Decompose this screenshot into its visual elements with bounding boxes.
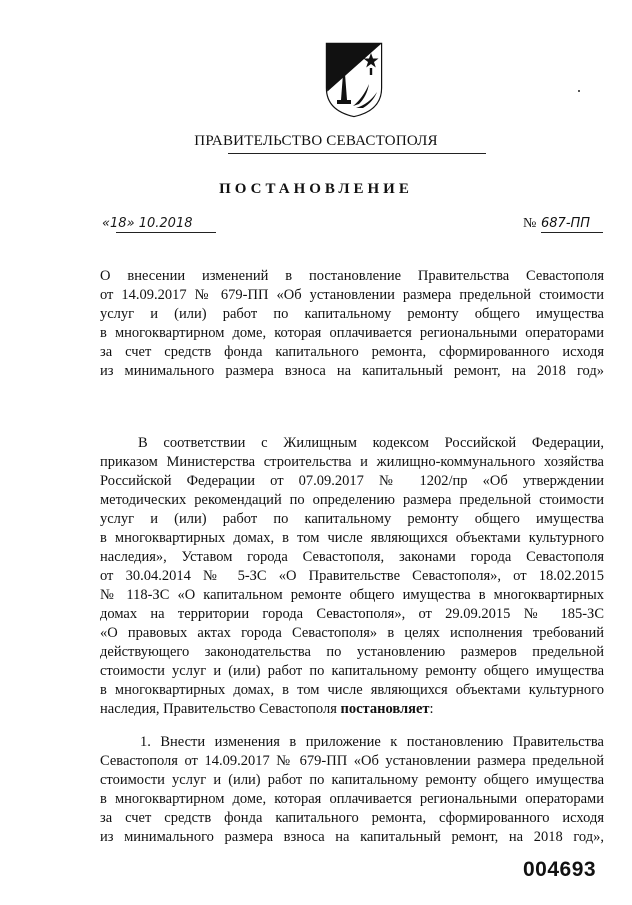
preamble-line: наследия», Уставом города Севастополя, законами города Севастополя: [100, 549, 604, 565]
preamble-colon: :: [429, 701, 434, 717]
registration-stamp-number: 004693: [523, 858, 597, 881]
resolves-keyword: постановляет: [340, 701, 430, 717]
number-underline: [541, 232, 603, 233]
number-value: 687-ПП: [541, 216, 591, 231]
preamble-line: № 118-ЗС «О капитальном ремонте общего имущества в многоквартирных: [100, 587, 604, 603]
document-number: [517, 216, 602, 232]
document-date: [102, 216, 214, 232]
coat-of-arms-icon: [323, 40, 385, 118]
org-name-rule: [228, 153, 486, 154]
preamble-line: от 30.04.2014 № 5-ЗС «О Правительстве Севастополя», от 18.02.2015: [100, 568, 604, 584]
preamble-last-line: [100, 700, 434, 719]
title-line: в многоквартирном доме, которая оплачивается региональными операторами: [100, 325, 604, 341]
item-line: 1. Внести изменения в приложение к постановлению Правительства: [140, 734, 604, 750]
title-line: услуг и (или) работ по капитальному ремонту общего имущества: [100, 306, 604, 322]
number-prefix: №: [523, 216, 537, 231]
title-line: за счет средств фонда капитального ремонта, сформированного исходя: [100, 344, 604, 360]
preamble-line: действующего законодательства по установлению размеров предельной: [100, 644, 604, 660]
preamble-line: В соответствии с Жилищным кодексом Российской Федерации,: [138, 435, 604, 451]
preamble-line: услуг и (или) работ по капитальному ремонту общего имущества: [100, 511, 604, 527]
item-line: стоимости услуг и (или) работ по капитальному ремонту общего имущества: [100, 772, 604, 788]
title-line: О внесении изменений в постановление Правительства Севастополя: [100, 268, 604, 284]
scan-dot: [578, 90, 580, 92]
item-line: из минимального размера взноса на капитальный ремонт, на 2018 год»,: [100, 829, 604, 845]
preamble-line: Российской Федерации от 07.09.2017 № 1202/пр «Об утверждении: [100, 473, 604, 489]
org-name: ПРАВИТЕЛЬСТВО СЕВАСТОПОЛЯ: [194, 133, 438, 149]
item-line: за счет средств фонда капитального ремонта, сформированного исходя: [100, 810, 604, 826]
item-line: Севастополя от 14.09.2017 № 679-ПП «Об установлении размера предельной: [100, 753, 604, 769]
date-underline: [116, 232, 216, 233]
preamble-line: методических рекомендаций по определению размера предельной стоимости: [100, 492, 604, 508]
document-type: ПОСТАНОВЛЕНИЕ: [219, 181, 413, 197]
preamble-line: «О правовых актах города Севастополя» в целях исполнения требований: [100, 625, 604, 641]
preamble-line: стоимости услуг и (или) работ по капитальному ремонту общего имущества: [100, 663, 604, 679]
date-value: «18» 10.2018: [102, 216, 193, 231]
preamble-last-text: наследия, Правительство Севастополя: [100, 701, 341, 717]
preamble-line: домах на территории города Севастополя», от 29.09.2015 № 185-ЗС: [100, 606, 604, 622]
preamble-line: приказом Министерства строительства и жилищно-коммунального хозяйства: [100, 454, 604, 470]
title-line: из минимального размера взноса на капитальный ремонт, на 2018 год»: [100, 363, 604, 379]
preamble-line: в многоквартирных домах, в том числе являющихся объектами культурного: [100, 682, 604, 698]
item-line: в многоквартирном доме, которая оплачивается региональными операторами: [100, 791, 604, 807]
title-line: от 14.09.2017 № 679-ПП «Об установлении размера предельной стоимости: [100, 287, 604, 303]
preamble-line: в многоквартирных домах, в том числе являющихся объектами культурного: [100, 530, 604, 546]
